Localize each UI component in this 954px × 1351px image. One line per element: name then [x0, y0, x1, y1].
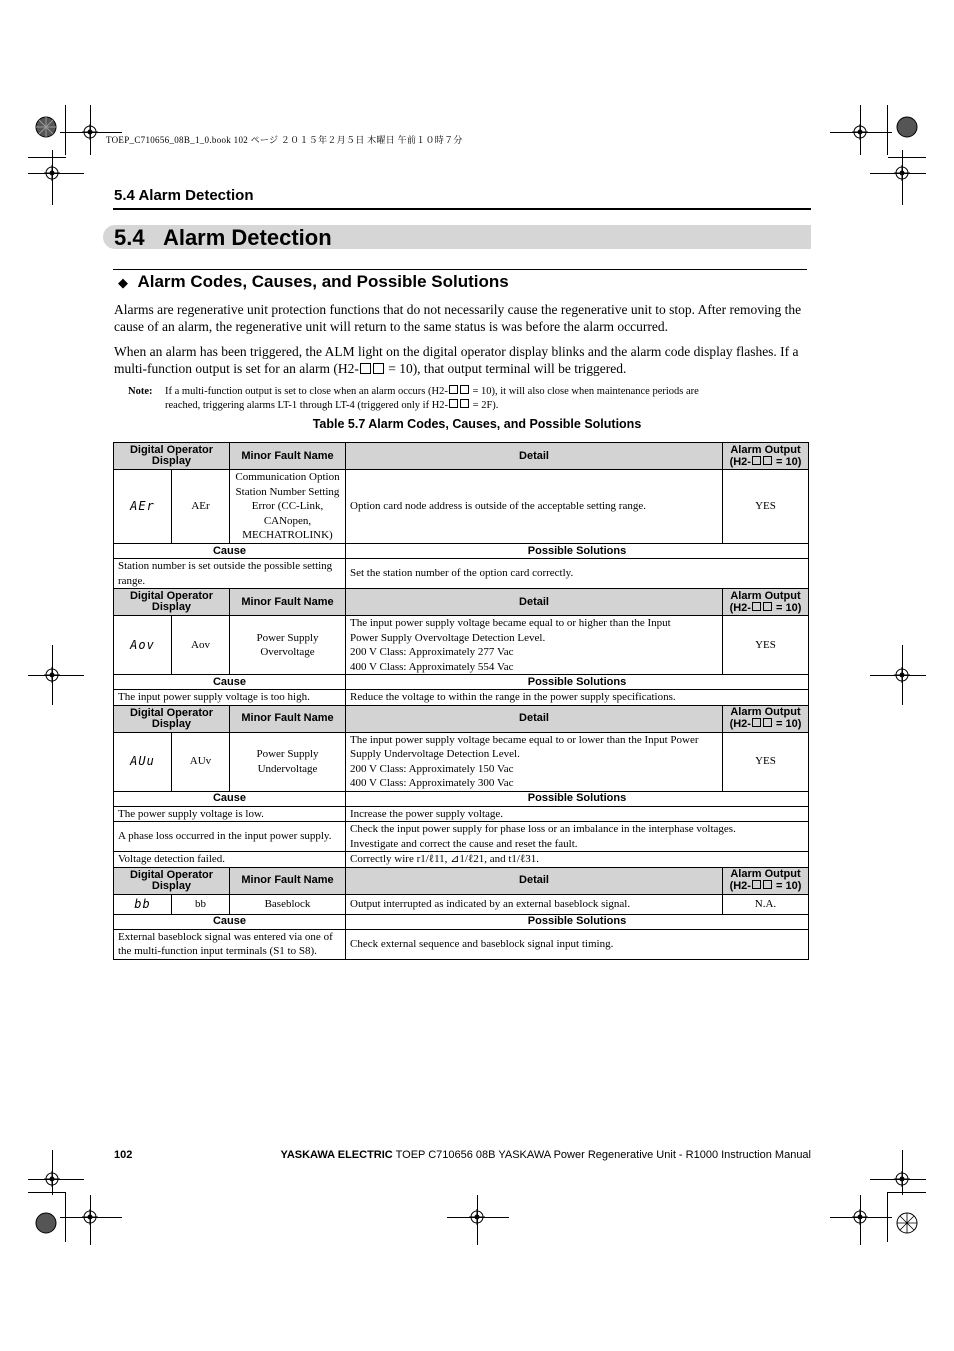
table-header-row: Digital Operator Display Minor Fault Name Detail Alarm Output (H2- = 10) — [114, 589, 809, 616]
page-number: 102 — [114, 1149, 133, 1161]
header-alarm-output: Alarm Output (H2- = 10) — [723, 443, 809, 470]
table-row — [114, 894, 809, 914]
cause-header-row: Cause Possible Solutions — [114, 914, 809, 929]
cause: The power supply voltage is low. — [114, 806, 346, 822]
header-minor-fault: Minor Fault Name — [230, 443, 346, 470]
alarm-output: YES — [723, 470, 809, 544]
table-row — [114, 806, 809, 822]
table-header-row: Digital Operator Display Minor Fault Name Detail Alarm Output (H2- = 10) — [114, 867, 809, 894]
display-code: Aov — [114, 616, 172, 675]
fault-name: Baseblock — [230, 894, 346, 914]
table-caption: Table 5.7 Alarm Codes, Causes, and Possible Solutions — [312, 417, 642, 431]
display-code: bb — [114, 894, 172, 914]
paragraph-1: Alarms are regenerative unit protection functions that do not necessarily cause the regenerative unit to stop. After removing the cause of an alarm, the regenerative unit will return to the same status is was before the alarm occurred. — [114, 302, 802, 334]
cause-header-row: Cause Possible Solutions — [114, 791, 809, 806]
detail: Option card node address is outside of the acceptable setting range. — [346, 470, 723, 544]
cause: External baseblock signal was entered via one of the multi-function input terminals (S1 to S8). — [114, 929, 346, 959]
detail: The input power supply voltage became equal to or higher than the Input Power Supply Overvoltage Detection Level. 200 V Class: Approximately 277 Vac 400 V Class: Approximately 554 Vac — [346, 616, 723, 675]
display-code: AEr — [114, 470, 172, 544]
cause: A phase loss occurred in the input power supply. — [114, 822, 346, 852]
table-row — [114, 470, 809, 544]
cause-header-row: Cause Possible Solutions — [114, 544, 809, 559]
fault-name: Power Supply Overvoltage — [230, 616, 346, 675]
paragraph-2: When an alarm has been triggered, the ALM light on the digital operator display blinks and the alarm code display flashes. If a multi-function output is set for an alarm (H2- = 10), that output terminal will be triggered. — [114, 344, 799, 376]
placeholder-box-icon — [373, 363, 384, 374]
section-number: 5.4 — [114, 225, 145, 250]
footer-doc-info — [281, 1149, 812, 1161]
cause: Station number is set outside the possible setting range. — [114, 559, 346, 589]
alarm-code: Aov — [172, 616, 230, 675]
placeholder-box-icon — [460, 385, 469, 394]
alarm-table — [113, 442, 809, 960]
registration-dial-icon — [35, 1212, 57, 1234]
table-row — [114, 929, 809, 959]
alarm-output: N.A. — [723, 894, 809, 914]
alarm-code: AUv — [172, 732, 230, 791]
detail: The input power supply voltage became equal to or lower than the Input Power Supply Undervoltage Detection Level. 200 V Class: Approximately 150 Vac 400 V Class: Approximately 300 Vac — [346, 732, 723, 791]
table-header-row: Digital Operator Display Minor Fault Name Detail Alarm Output (H2- = 10) — [114, 705, 809, 732]
footer-brand: YASKAWA ELECTRIC — [280, 1149, 393, 1161]
solution: Increase the power supply voltage. — [346, 806, 809, 822]
placeholder-box-icon — [449, 399, 458, 408]
running-head: 5.4 Alarm Detection — [114, 187, 254, 204]
solution: Set the station number of the option card correctly. — [346, 559, 809, 589]
subsection-title: Alarm Codes, Causes, and Possible Solutions — [137, 272, 509, 291]
table-header-row — [114, 443, 809, 470]
table-row — [114, 690, 809, 706]
diamond-bullet-icon: ◆ — [118, 275, 128, 290]
alarm-output: YES — [723, 616, 809, 675]
cause-header-row: Cause Possible Solutions — [114, 675, 809, 690]
table-row — [114, 616, 809, 675]
solution: Reduce the voltage to within the range in the power supply specifications. — [346, 690, 809, 706]
placeholder-box-icon — [449, 385, 458, 394]
book-info-line: TOEP_C710656_08B_1_0.book 102 ページ ２０１５年２月５日 木曜日 午前１０時７分 — [106, 135, 463, 145]
placeholder-box-icon — [460, 399, 469, 408]
table-row — [114, 559, 809, 589]
header-detail: Detail — [346, 443, 723, 470]
section-title-text: Alarm Detection — [162, 225, 332, 250]
solution: Check external sequence and baseblock signal input timing. — [346, 929, 809, 959]
solution: Correctly wire r1/ℓ11, ⊿1/ℓ21, and t1/ℓ31. — [346, 852, 809, 868]
subsection-heading — [118, 272, 509, 292]
alarm-output: YES — [723, 732, 809, 791]
solution: Check the input power supply for phase loss or an imbalance in the interphase voltages. Investigate and correct the cause and reset the fault. — [346, 822, 809, 852]
note: Note: If a multi-function output is set to close when an alarm occurs (H2- = 10), it will also close when maintenance periods are reached, triggering alarms LT-1 through LT-4 (triggered only if H2- = 2F). — [128, 386, 699, 411]
display-code: AUu — [114, 732, 172, 791]
placeholder-box-icon — [360, 363, 371, 374]
fault-name: Power Supply Undervoltage — [230, 732, 346, 791]
table-row — [114, 852, 809, 868]
alarm-code: bb — [172, 894, 230, 914]
registration-dial-icon — [35, 116, 57, 138]
registration-dial-icon — [896, 1212, 918, 1234]
section-title — [114, 225, 332, 251]
note-label: Note: — [128, 386, 153, 397]
registration-dial-icon — [896, 116, 918, 138]
detail: Output interrupted as indicated by an external baseblock signal. — [346, 894, 723, 914]
footer-doc: TOEP C710656 08B YASKAWA Power Regenerative Unit - R1000 Instruction Manual — [392, 1149, 811, 1161]
table-row — [114, 822, 809, 852]
alarm-code: AEr — [172, 470, 230, 544]
cause: Voltage detection failed. — [114, 852, 346, 868]
table-row — [114, 732, 809, 791]
header-display: Digital Operator Display — [114, 443, 230, 470]
fault-name: Communication Option Station Number Setting Error (CC-Link, CANopen, MECHATROLINK) — [230, 470, 346, 544]
cause: The input power supply voltage is too high. — [114, 690, 346, 706]
